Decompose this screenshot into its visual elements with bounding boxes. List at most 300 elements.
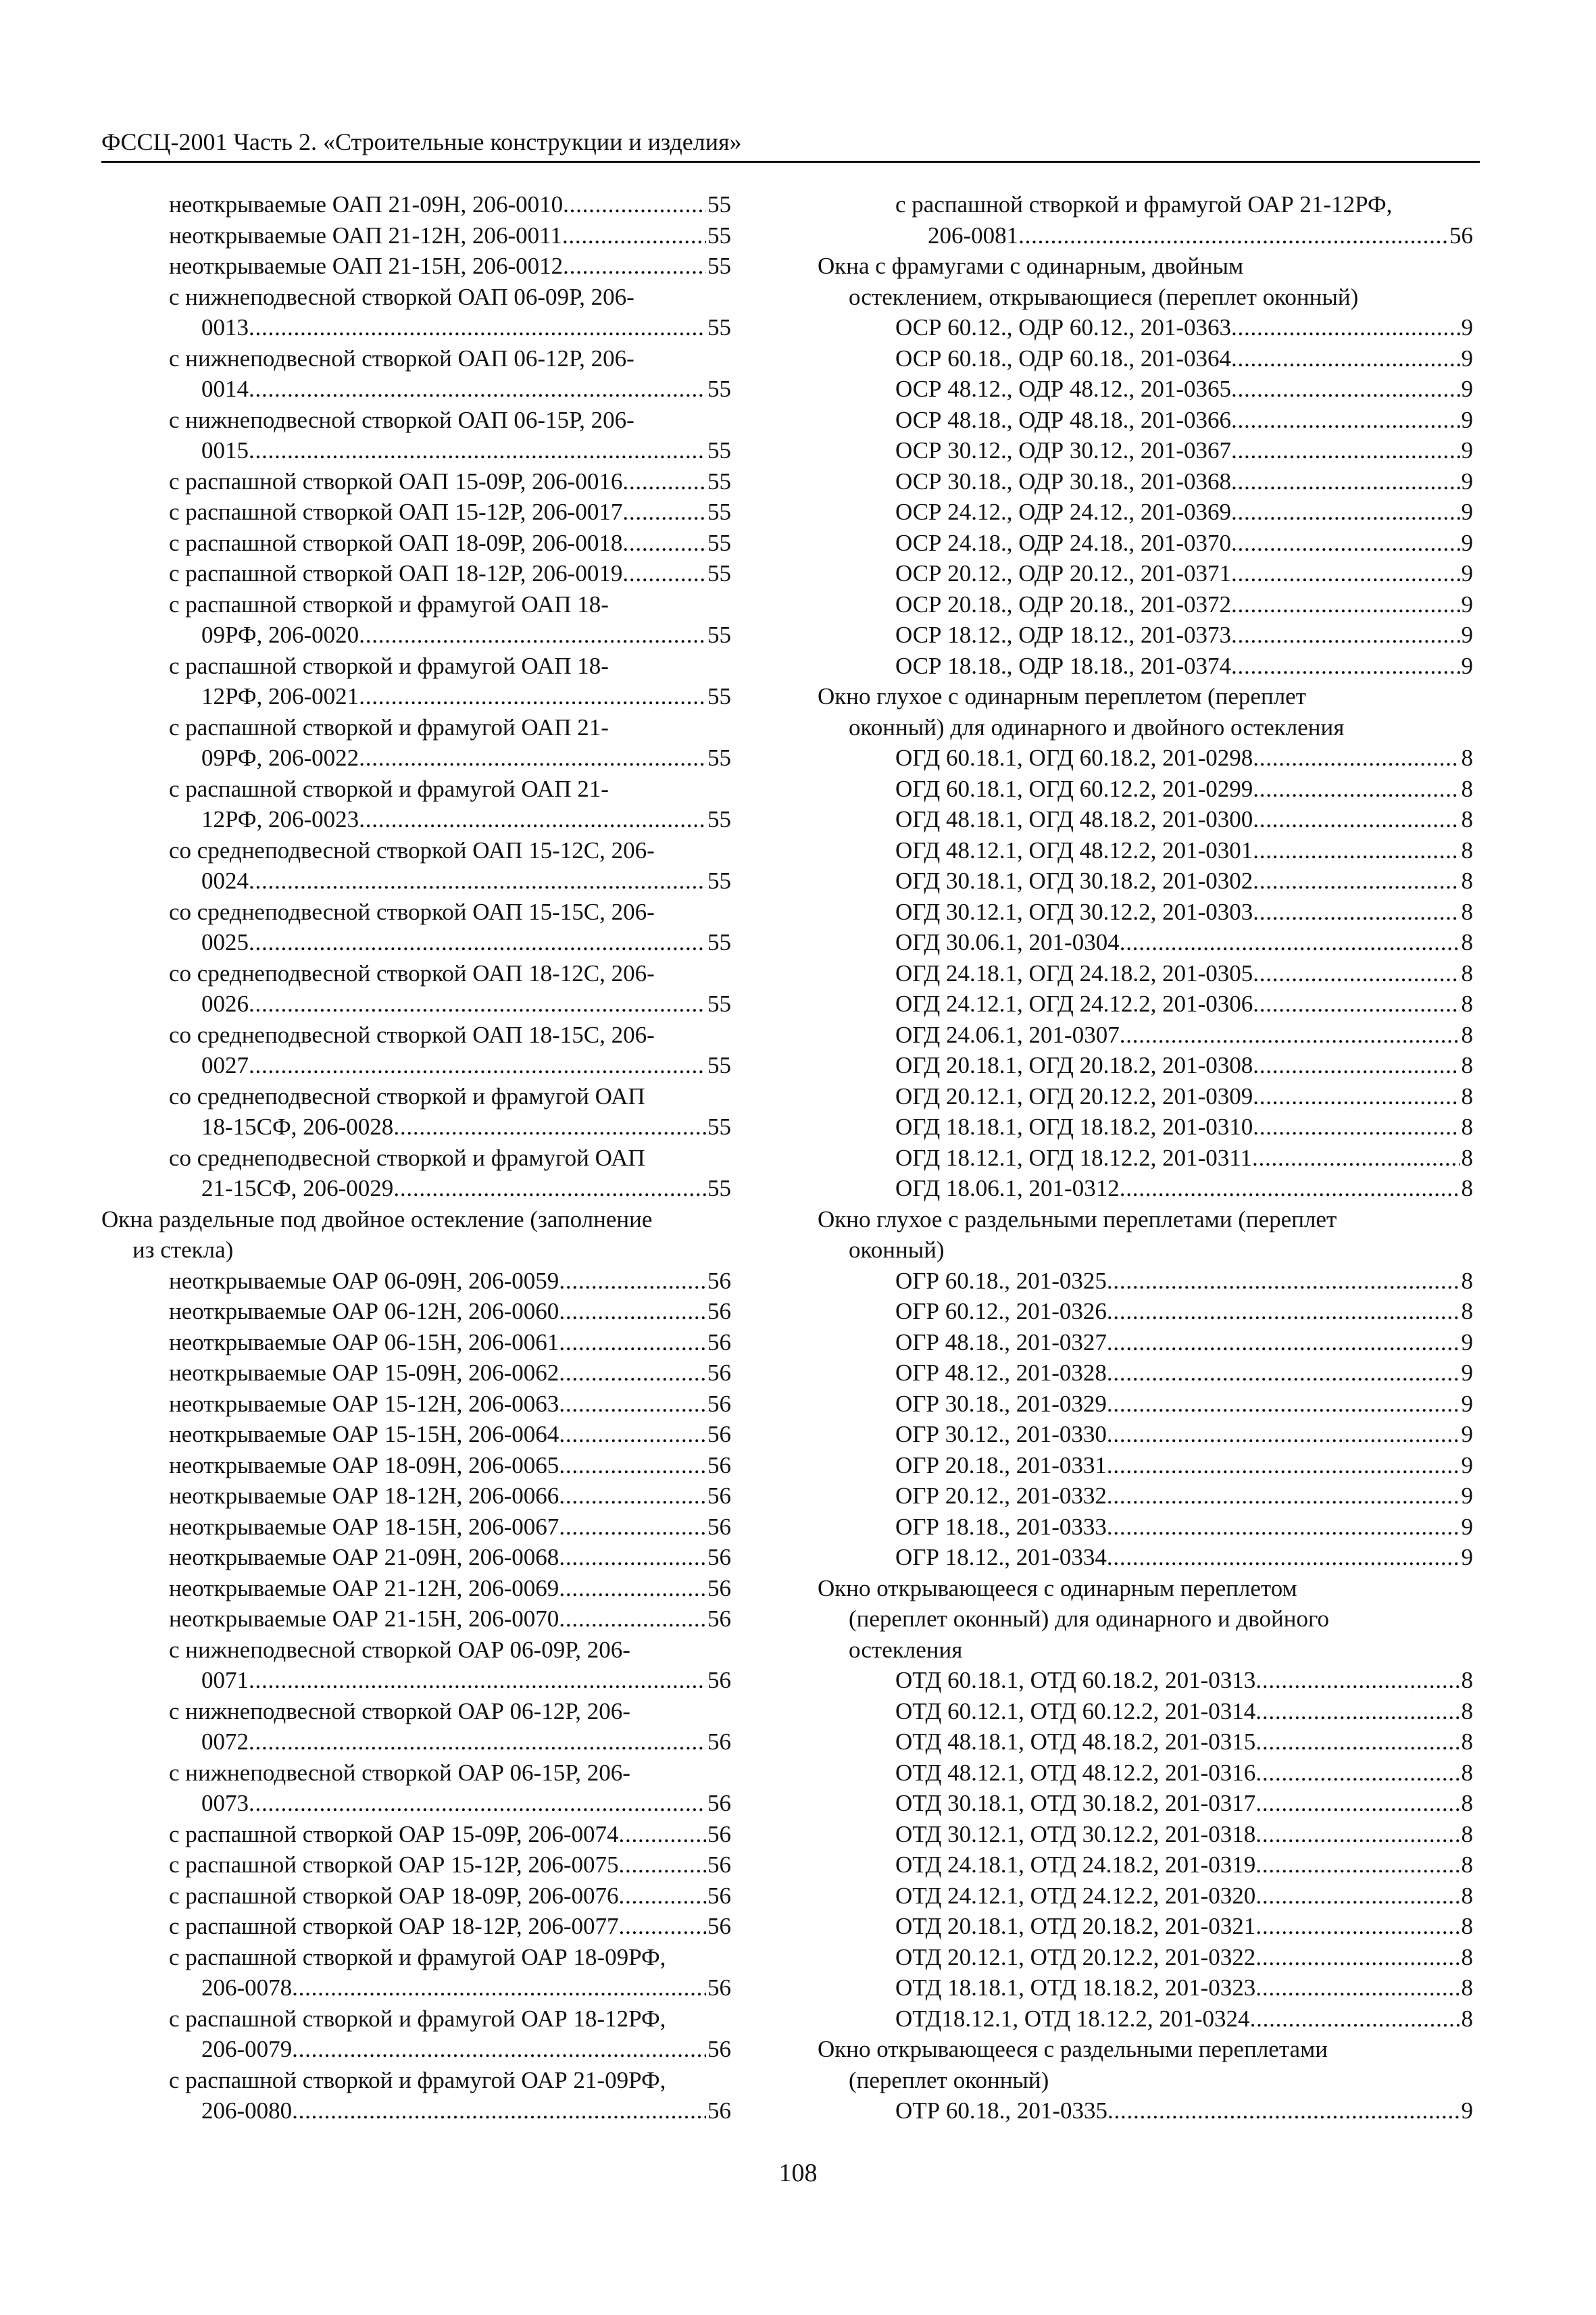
- entry-page-number: 56: [707, 1605, 731, 1632]
- index-entry: [818, 1296, 1473, 1327]
- entry-line: [169, 1603, 731, 1635]
- section-heading: [101, 1204, 731, 1266]
- dot-leader: [1018, 220, 1448, 251]
- entry-text: со среднеподвесной створкой и фрамугой ОАП: [169, 1144, 645, 1171]
- entry-text: 12РФ, 206-0023: [201, 806, 359, 832]
- entry-text: со среднеподвесной створкой ОАП 18-15С, 206-: [169, 1021, 655, 1048]
- entry-page-number: 56: [707, 1360, 731, 1386]
- index-entry: [818, 435, 1473, 466]
- dot-leader: [1253, 897, 1460, 928]
- entry-line: [169, 312, 731, 343]
- index-entry: [101, 1020, 731, 1081]
- dot-leader: [1231, 528, 1460, 559]
- entry-text: 18-15СФ, 206-0028: [201, 1114, 394, 1140]
- entry-text: ОСР 60.12., ОДР 60.12., 201-0363: [895, 314, 1232, 341]
- entry-page-number: 55: [707, 560, 731, 587]
- index-entry: [818, 1696, 1473, 1727]
- index-entry: [101, 1419, 731, 1450]
- entry-line: [169, 1972, 731, 2003]
- dot-leader: [622, 558, 706, 589]
- entry-line: [895, 1143, 1473, 1174]
- entry-page-number: 55: [707, 1114, 731, 1140]
- entry-page-number: 8: [1461, 2005, 1473, 2032]
- entry-text: ОГР 18.18., 201-0333: [895, 1513, 1107, 1540]
- entry-text: неоткрываемые ОАР 15-15Н, 206-0064: [169, 1421, 559, 1447]
- dot-leader: [1231, 374, 1460, 405]
- entry-text: со среднеподвесной створкой ОАП 15-12С, 206-: [169, 837, 655, 864]
- entry-text: ОГД 18.18.1, ОГД 18.18.2, 201-0310: [895, 1114, 1253, 1140]
- entry-line: [169, 1758, 731, 1789]
- index-entry: [818, 1911, 1473, 1942]
- entry-page-number: 56: [707, 1667, 731, 1693]
- index-entry: [101, 558, 731, 589]
- entry-page-number: 55: [707, 437, 731, 464]
- entry-page-number: 56: [707, 1820, 731, 1847]
- page-number: 108: [778, 2159, 818, 2187]
- entry-text: с распашной створкой ОАР 15-09Р, 206-0074: [169, 1820, 619, 1847]
- entry-text: неоткрываемые ОАР 21-09Н, 206-0068: [169, 1544, 559, 1570]
- dot-leader: [1253, 1050, 1460, 1081]
- dot-leader: [249, 1665, 706, 1696]
- entry-line: [169, 1696, 731, 1727]
- index-entry: [101, 1480, 731, 1512]
- index-entry: [101, 1327, 731, 1358]
- entry-page-number: 8: [1461, 1882, 1473, 1909]
- entry-line: [895, 189, 1473, 220]
- entry-text: ОСР 20.18., ОДР 20.18., 201-0372: [895, 591, 1232, 618]
- dot-leader: [1255, 1758, 1460, 1789]
- dot-leader: [1107, 1542, 1460, 1573]
- entry-line: [169, 589, 731, 620]
- entry-line: [169, 220, 731, 251]
- index-entry: [101, 1573, 731, 1604]
- entry-text: ОТД 48.12.1, ОТД 48.12.2, 201-0316: [895, 1759, 1256, 1786]
- dot-leader: [1231, 405, 1460, 436]
- entry-line: [895, 1942, 1473, 1973]
- index-entry: [101, 589, 731, 651]
- index-entry: [101, 1942, 731, 2003]
- dot-leader: [1107, 1327, 1460, 1358]
- entry-line: [169, 897, 731, 928]
- entry-line: [895, 2003, 1473, 2035]
- entry-page-number: 55: [707, 868, 731, 894]
- entry-page-number: 8: [1461, 1728, 1473, 1755]
- dot-leader: [1231, 435, 1460, 466]
- entry-line: [895, 435, 1473, 466]
- dot-leader: [359, 804, 706, 835]
- entry-line: [169, 251, 731, 282]
- index-entry: [101, 897, 731, 958]
- heading-line: [818, 1603, 1473, 1635]
- entry-line: [169, 927, 731, 958]
- index-entry: [101, 1635, 731, 1696]
- entry-text: неоткрываемые ОАР 18-15Н, 206-0067: [169, 1513, 559, 1540]
- entry-page-number: 8: [1461, 837, 1473, 864]
- entry-line: [169, 1788, 731, 1819]
- entry-text: неоткрываемые ОАР 21-12Н, 206-0069: [169, 1574, 559, 1601]
- dot-leader: [1255, 1665, 1460, 1696]
- dot-leader: [1255, 1726, 1460, 1758]
- index-entry: [101, 1358, 731, 1389]
- entry-page-number: 9: [1461, 499, 1473, 525]
- dot-leader: [622, 497, 706, 528]
- entry-line: [169, 866, 731, 897]
- entry-line: [895, 1327, 1473, 1358]
- entry-page-number: 55: [707, 253, 731, 279]
- entry-line: [169, 1419, 731, 1450]
- dot-leader: [249, 1726, 706, 1758]
- entry-text: с распашной створкой и фрамугой ОАР 18-12РФ,: [169, 2005, 666, 2032]
- entry-line: [895, 1358, 1473, 1389]
- entry-page-number: 8: [1461, 1052, 1473, 1078]
- entry-page-number: 9: [1461, 406, 1473, 433]
- entry-text: ОГД 24.12.1, ОГД 24.12.2, 201-0306: [895, 991, 1253, 1017]
- index-entry: [818, 343, 1473, 374]
- entry-text: ОСР 48.18., ОДР 48.18., 201-0366: [895, 406, 1232, 433]
- entry-page-number: 9: [1461, 1390, 1473, 1417]
- entry-page-number: 8: [1461, 1851, 1473, 1878]
- dot-leader: [1253, 958, 1460, 989]
- entry-line: [169, 2095, 731, 2126]
- entry-page-number: 9: [1461, 1544, 1473, 1570]
- entry-line: [169, 528, 731, 559]
- index-entry: [818, 1665, 1473, 1696]
- entry-page-number: 8: [1461, 1820, 1473, 1847]
- dot-leader: [559, 1419, 706, 1450]
- dot-leader: [1231, 651, 1460, 682]
- entry-text: 0014: [201, 376, 249, 402]
- entry-text: неоткрываемые ОАП 21-12Н, 206-0011: [169, 222, 562, 249]
- dot-leader: [1255, 1911, 1460, 1942]
- index-entry: [818, 1358, 1473, 1389]
- entry-page-number: 55: [707, 376, 731, 402]
- index-entry: [818, 1942, 1473, 1973]
- dot-leader: [1107, 1266, 1460, 1297]
- entry-text: неоткрываемые ОАР 15-12Н, 206-0063: [169, 1390, 559, 1417]
- entry-text: ОГД 60.18.1, ОГД 60.12.2, 201-0299: [895, 775, 1253, 802]
- entry-text: ОТД 24.18.1, ОТД 24.18.2, 201-0319: [895, 1851, 1256, 1878]
- index-entry: [818, 2095, 1473, 2126]
- dot-leader: [1255, 1819, 1460, 1850]
- entry-line: [895, 558, 1473, 589]
- entry-text: 09РФ, 206-0022: [201, 745, 359, 771]
- index-entry: [818, 374, 1473, 405]
- entry-text: неоткрываемые ОАП 21-15Н, 206-0012: [169, 253, 564, 279]
- heading-text: Окна раздельные под двойное остекление (заполнение: [101, 1205, 653, 1233]
- entry-line: [169, 435, 731, 466]
- entry-page-number: 8: [1461, 1913, 1473, 1939]
- dot-leader: [1107, 1450, 1460, 1481]
- dot-leader: [1253, 1112, 1460, 1143]
- entry-page-number: 56: [707, 1574, 731, 1601]
- entry-text: ОГР 30.12., 201-0330: [895, 1421, 1107, 1447]
- dot-leader: [1107, 1389, 1460, 1420]
- index-entry: [101, 1143, 731, 1204]
- heading-line: [101, 1235, 731, 1266]
- entry-text: ОГД 30.12.1, ОГД 30.12.2, 201-0303: [895, 898, 1253, 925]
- entry-text: 206-0080: [201, 2097, 293, 2124]
- entry-text: ОГР 20.18., 201-0331: [895, 1451, 1107, 1478]
- entry-line: [895, 835, 1473, 866]
- heading-text: оконный): [849, 1237, 945, 1263]
- index-entry: [818, 897, 1473, 928]
- index-entry: [101, 1849, 731, 1881]
- dot-leader: [1120, 927, 1460, 958]
- index-entry: [818, 1081, 1473, 1112]
- index-entry: [101, 1266, 731, 1297]
- index-entry: [101, 835, 731, 897]
- index-entry: [101, 405, 731, 466]
- dot-leader: [1255, 1696, 1460, 1727]
- entry-text: ОТД 20.18.1, ОТД 20.18.2, 201-0321: [895, 1913, 1256, 1939]
- entry-page-number: 55: [707, 991, 731, 1017]
- entry-text: с нижнеподвесной створкой ОАП 06-15Р, 206-: [169, 406, 634, 433]
- dot-leader: [619, 1849, 706, 1881]
- entry-line: [169, 774, 731, 805]
- entry-line: [169, 1512, 731, 1543]
- entry-text: ОТД 30.18.1, ОТД 30.18.2, 201-0317: [895, 1790, 1256, 1816]
- entry-page-number: 55: [707, 222, 731, 249]
- dot-leader: [249, 374, 706, 405]
- entry-text: с распашной створкой и фрамугой ОАП 21-: [169, 714, 609, 741]
- header-rule: [101, 161, 1480, 163]
- entry-line: [895, 1849, 1473, 1881]
- dot-leader: [393, 1112, 706, 1143]
- index-entry: [101, 712, 731, 774]
- entry-page-number: 8: [1461, 1790, 1473, 1816]
- entry-page-number: 8: [1461, 1943, 1473, 1970]
- index-entry: [101, 1603, 731, 1635]
- entry-page-number: 9: [1461, 2097, 1473, 2124]
- entry-text: 0026: [201, 991, 249, 1017]
- dot-leader: [1107, 1296, 1460, 1327]
- entry-page-number: 56: [707, 1513, 731, 1540]
- entry-line: [895, 1758, 1473, 1789]
- entry-text: ОТД 18.18.1, ОТД 18.18.2, 201-0323: [895, 1974, 1256, 2001]
- entry-line: [169, 282, 731, 313]
- index-entry: [818, 804, 1473, 835]
- entry-line: [895, 989, 1473, 1020]
- entry-line: [169, 405, 731, 436]
- heading-text: из стекла): [132, 1237, 234, 1263]
- entry-line: [169, 2065, 731, 2096]
- index-entry: [818, 558, 1473, 589]
- index-entry: [101, 1296, 731, 1327]
- entry-line: [169, 1819, 731, 1850]
- entry-page-number: 56: [707, 2097, 731, 2124]
- entry-page-number: 8: [1461, 1144, 1473, 1171]
- entry-text: с распашной створкой и фрамугой ОАР 18-09РФ,: [169, 1943, 666, 1970]
- heading-line: [818, 1235, 1473, 1266]
- entry-text: ОСР 18.18., ОДР 18.18., 201-0374: [895, 652, 1232, 679]
- heading-line: [818, 1635, 1473, 1666]
- entry-page-number: 9: [1461, 437, 1473, 464]
- entry-text: неоткрываемые ОАР 21-15Н, 206-0070: [169, 1605, 559, 1632]
- entry-page-number: 9: [1461, 1328, 1473, 1355]
- entry-text: с распашной створкой и фрамугой ОАП 18-: [169, 652, 609, 679]
- entry-line: [895, 1081, 1473, 1112]
- entry-page-number: 8: [1461, 1298, 1473, 1324]
- entry-line: [895, 1819, 1473, 1850]
- index-entry: [101, 2065, 731, 2126]
- entry-line: [169, 804, 731, 835]
- dot-leader: [622, 528, 706, 559]
- index-entry: [101, 2003, 731, 2065]
- entry-text: 0024: [201, 868, 249, 894]
- entry-page-number: 8: [1461, 1267, 1473, 1294]
- entry-line: [895, 743, 1473, 774]
- entry-page-number: 55: [707, 529, 731, 556]
- entry-line: [895, 1512, 1473, 1543]
- heading-line: [818, 712, 1473, 743]
- entry-line: [169, 2034, 731, 2065]
- entry-page-number: 56: [707, 1298, 731, 1324]
- entry-line: [895, 1665, 1473, 1696]
- dot-leader: [1231, 558, 1460, 589]
- entry-page-number: 9: [1461, 314, 1473, 341]
- entry-line: [895, 1726, 1473, 1758]
- entry-line: [169, 1881, 731, 1912]
- entry-page-number: 55: [707, 745, 731, 771]
- entry-text: с распашной створкой и фрамугой ОАП 18-: [169, 591, 609, 618]
- dot-leader: [1253, 1081, 1460, 1112]
- dot-leader: [1107, 1480, 1460, 1512]
- index-entry: [101, 343, 731, 405]
- entry-page-number: 56: [707, 1267, 731, 1294]
- entry-page-number: 9: [1461, 652, 1473, 679]
- dot-leader: [559, 1266, 706, 1297]
- index-entry: [101, 1911, 731, 1942]
- dot-leader: [1255, 1881, 1460, 1912]
- entry-text: ОТД 30.12.1, ОТД 30.12.2, 201-0318: [895, 1820, 1256, 1847]
- entry-line: [169, 2003, 731, 2035]
- entry-page-number: 8: [1461, 1021, 1473, 1048]
- entry-line: [169, 466, 731, 497]
- index-entry: [818, 466, 1473, 497]
- entry-line: [895, 405, 1473, 436]
- entry-text: ОТД18.12.1, ОТД 18.12.2, 201-0324: [895, 2005, 1250, 2032]
- entry-page-number: 55: [707, 1175, 731, 1201]
- entry-text: ОСР 18.12., ОДР 18.12., 201-0373: [895, 622, 1232, 648]
- entry-page-number: 9: [1461, 1360, 1473, 1386]
- index-entry: [818, 1173, 1473, 1204]
- entry-text: неоткрываемые ОАР 18-09Н, 206-0065: [169, 1451, 559, 1478]
- entry-page-number: 55: [707, 468, 731, 495]
- entry-page-number: 55: [707, 314, 731, 341]
- heading-text: остекления: [849, 1636, 963, 1663]
- index-entry: [101, 282, 731, 343]
- dot-leader: [249, 1050, 706, 1081]
- entry-text: 09РФ, 206-0020: [201, 622, 359, 648]
- entry-line: [169, 343, 731, 374]
- entry-text: с распашной створкой и фрамугой ОАП 21-: [169, 775, 609, 802]
- index-entry: [101, 1696, 731, 1758]
- dot-leader: [393, 1173, 706, 1204]
- entry-line: [169, 651, 731, 682]
- entry-line: [895, 528, 1473, 559]
- entry-line: [169, 712, 731, 743]
- entry-line: [169, 1050, 731, 1081]
- entry-text: неоткрываемые ОАР 06-09Н, 206-0059: [169, 1267, 559, 1294]
- index-entry: [818, 1542, 1473, 1573]
- dot-leader: [622, 466, 706, 497]
- heading-text: остеклением, открывающиеся (переплет оконный): [849, 283, 1359, 310]
- entry-text: 12РФ, 206-0021: [201, 683, 359, 710]
- index-entry: [818, 1389, 1473, 1420]
- entry-page-number: 55: [707, 806, 731, 832]
- dot-leader: [563, 189, 706, 220]
- entry-page-number: 56: [1449, 222, 1473, 249]
- index-entry: [818, 1972, 1473, 2003]
- dot-leader: [1231, 620, 1460, 651]
- entry-text: ОТД 20.12.1, ОТД 20.12.2, 201-0322: [895, 1943, 1256, 1970]
- entry-text: ОГД 30.06.1, 201-0304: [895, 929, 1120, 955]
- index-entry: [101, 1542, 731, 1573]
- index-entry: [818, 774, 1473, 805]
- index-entry: [818, 1480, 1473, 1512]
- entry-page-number: 56: [707, 1851, 731, 1878]
- entry-line: [169, 620, 731, 651]
- entry-page-number: 55: [707, 499, 731, 525]
- entry-line: [169, 1358, 731, 1389]
- entry-text: 0015: [201, 437, 249, 464]
- dot-leader: [1231, 312, 1460, 343]
- entry-page-number: 8: [1461, 1114, 1473, 1140]
- entry-line: [169, 374, 731, 405]
- entry-line: [169, 1573, 731, 1604]
- entry-text: со среднеподвесной створкой ОАП 18-12С, 206-: [169, 960, 655, 987]
- entry-page-number: 8: [1461, 868, 1473, 894]
- entry-line: [895, 1389, 1473, 1420]
- heading-text: Окно открывающееся с одинарным переплетом: [818, 1574, 1297, 1601]
- index-entry: [101, 466, 731, 497]
- entry-line: [169, 1542, 731, 1573]
- entry-text: неоткрываемые ОАР 15-09Н, 206-0062: [169, 1360, 559, 1386]
- entry-page-number: 8: [1461, 898, 1473, 925]
- entry-page-number: 9: [1461, 560, 1473, 587]
- dot-leader: [559, 1450, 706, 1481]
- entry-text: с распашной створкой ОАР 18-09Р, 206-0076: [169, 1882, 619, 1909]
- dot-leader: [1253, 804, 1460, 835]
- dot-leader: [559, 1573, 706, 1604]
- entry-page-number: 9: [1461, 1483, 1473, 1509]
- index-entry: [818, 989, 1473, 1020]
- entry-line: [169, 1296, 731, 1327]
- heading-text: Окно открывающееся с раздельными переплетами: [818, 2036, 1328, 2062]
- index-entry: [818, 589, 1473, 620]
- dot-leader: [1231, 343, 1460, 374]
- entry-page-number: 9: [1461, 591, 1473, 618]
- dot-leader: [1120, 1173, 1460, 1204]
- entry-page-number: 56: [707, 1913, 731, 1939]
- dot-leader: [249, 312, 706, 343]
- entry-line: [895, 1020, 1473, 1051]
- entry-line: [895, 1419, 1473, 1450]
- entry-text: с нижнеподвесной створкой ОАП 06-09Р, 206-: [169, 283, 634, 310]
- dot-leader: [249, 989, 706, 1020]
- entry-line: [895, 1972, 1473, 2003]
- entry-line: [169, 1389, 731, 1420]
- entry-line: [895, 1050, 1473, 1081]
- index-entry: [818, 1143, 1473, 1174]
- entry-text: ОТД 60.12.1, ОТД 60.12.2, 201-0314: [895, 1697, 1256, 1724]
- index-entry: [101, 189, 731, 220]
- entry-text: с нижнеподвесной створкой ОАР 06-09Р, 206-: [169, 1636, 630, 1663]
- entry-line: [895, 1911, 1473, 1942]
- dot-leader: [1107, 1512, 1460, 1543]
- index-entry: [818, 2003, 1473, 2035]
- section-heading: [818, 251, 1473, 312]
